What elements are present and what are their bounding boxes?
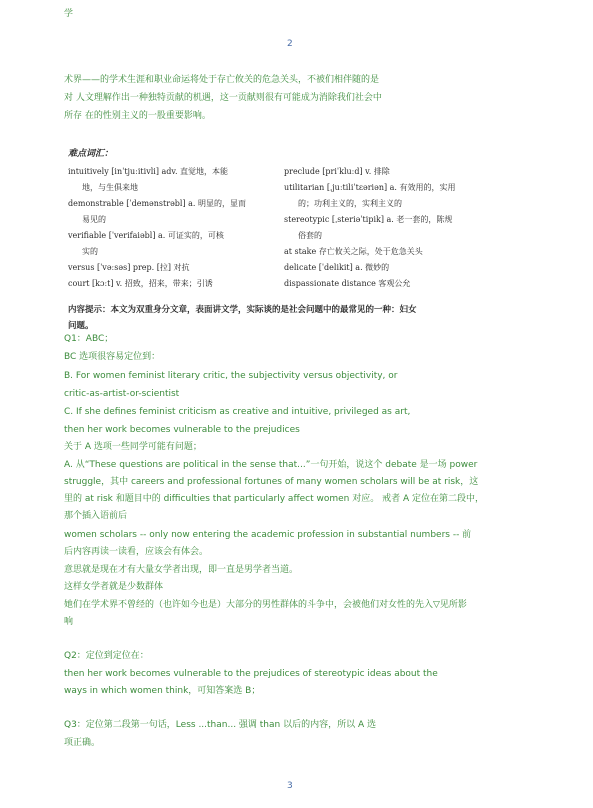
vocab-left-2: 地，与生俱来地 xyxy=(82,183,138,192)
vocab-left-8: court [kɔːt] v. 招致，招来，带来；引诱 xyxy=(68,279,213,288)
option-a-line-5: women scholars -- only now entering the academic profession in substantial numbers -- 前 xyxy=(64,530,472,540)
vocab-left-4: 易见的 xyxy=(82,215,106,224)
option-a-line-6: 后内容再读一读看，应该会有体会。 xyxy=(64,547,209,557)
intro-line-3: 所存 在的性别主义的一股重要影响。 xyxy=(64,111,211,121)
page-number-bottom: 3 xyxy=(287,781,293,791)
vocab-note-line-1: 内容提示：本文为双重身分文章，表面讲文学，实际谈的是社会问题中的最常见的一种：妇女 xyxy=(68,305,417,315)
option-a-intro: 关于 A 选项一些同学可能有问题； xyxy=(64,442,202,452)
vocab-left-3: demonstrable [ˈdemənstrəbl] a. 明显的，显而 xyxy=(68,199,247,208)
option-a-line-7: 意思就是现在才有大量女学者出现，即一直是男学者当道。 xyxy=(64,565,299,575)
vocab-right-2: utilitarian [ˌjuːtiliˈtɛəriən] a. 有效用的，实用 xyxy=(284,183,456,192)
option-a-line-10: 响 xyxy=(64,617,74,627)
option-c-line-1: C. If she defines feminist criticism as creative and intuitive, privileged as art, xyxy=(64,407,411,417)
vocab-right-7: delicate [ˈdelikit] a. 微妙的 xyxy=(284,263,390,272)
option-c-line-2: then her work becomes vulnerable to the prejudices xyxy=(64,425,300,435)
bc-intro: BC 选项很容易定位到： xyxy=(64,352,161,362)
option-a-line-4: 那个插入语前后 xyxy=(64,511,128,521)
q2-title: Q2：定位到定位在： xyxy=(64,651,149,661)
vocab-left-5: verifiable [ˈverifaiəbl] a. 可证实的，可核 xyxy=(68,231,224,240)
option-a-line-3: 里的 at risk 和题目中的 difficulties that particularly affect women 对应。 戒者 A 定位在第二段中， xyxy=(64,494,484,504)
option-a-line-2: struggle，其中 careers and professional fortunes of many women scholars will be at risk，这 xyxy=(64,477,479,487)
vocab-left-1: intuitively [inˈtjuːitivli] adv. 直觉地，本能 xyxy=(68,167,229,176)
vocab-header: 难点词汇： xyxy=(68,149,114,159)
vocab-left-7: versus [ˈvəːsəs] prep. [拉] 对抗 xyxy=(68,263,190,272)
q1-title: Q1：ABC； xyxy=(64,334,114,344)
vocab-right-3: 的；功利主义的，实利主义的 xyxy=(298,199,402,208)
option-b-line-1: B. For women feminist literary critic, the subjectivity versus objectivity, or xyxy=(64,371,398,381)
q2-line-2: ways in which women think，可知答案选 B； xyxy=(64,686,261,696)
vocab-right-4: stereotypic [ˌsteriəˈtipik] a. 老一套的，陈规 xyxy=(284,215,453,224)
option-a-line-8: 这样女学者就是少数群体 xyxy=(64,582,164,592)
vocabulary-scan-image xyxy=(64,142,492,338)
option-b-line-2: critic-as-artist-or-scientist xyxy=(64,389,180,399)
option-a-line-9: 她们在学术界不曾经的（也许如今也是）大部分的男性群体的斗争中，会被他们对女性的先入▽见所影 xyxy=(64,600,467,610)
q3-line-1: Q3：定位第二段第一句话，Less ...than... 强调 than 以后的内容，所以 A 选 xyxy=(64,720,376,730)
vocab-note-line-2: 问题。 xyxy=(68,321,94,331)
top-text-fragment: 学 xyxy=(64,9,74,19)
intro-line-2: 对 人文理解作出一种独特贡献的机遇，这一贡献则很有可能成为消除我们社会中 xyxy=(64,93,382,103)
option-a-line-1: A. 从“These questions are political in the sense that...”一句开始，说这个 debate 是一场 power xyxy=(64,460,478,470)
vocab-right-5: 俗套的 xyxy=(298,231,322,240)
vocab-right-6: at stake 存亡攸关之际，处于危急关头 xyxy=(284,247,423,256)
page-number-top: 2 xyxy=(287,39,293,49)
vocab-right-8: dispassionate distance 客观公允 xyxy=(284,279,411,288)
vocab-left-6: 实的 xyxy=(82,247,98,256)
q2-line-1: then her work becomes vulnerable to the prejudices of stereotypic ideas about the xyxy=(64,669,438,679)
intro-line-1: 术界——的学术生涯和职业命运将处于存亡攸关的危急关头，不被们相伴随的是 xyxy=(64,75,380,85)
vocab-right-1: preclude [priˈkluːd] v. 排除 xyxy=(284,167,390,176)
q3-line-2: 项正确。 xyxy=(64,738,101,748)
